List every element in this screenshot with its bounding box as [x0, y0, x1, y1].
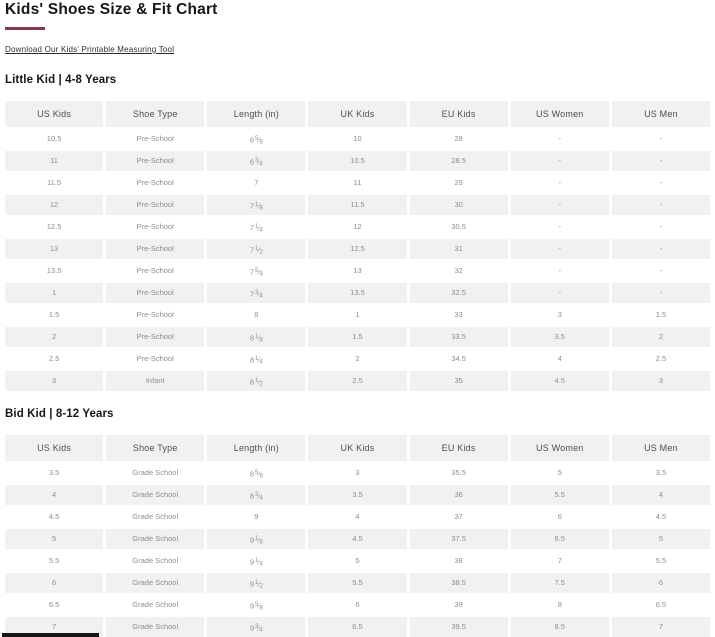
table-cell: Pre-School: [106, 195, 204, 215]
table-cell: 11.5: [5, 173, 103, 193]
table-cell: 3.5: [612, 463, 710, 483]
table-cell: 11.5: [308, 195, 406, 215]
table-cell: 4.5: [612, 507, 710, 527]
table-cell: -: [612, 151, 710, 171]
table-cell: Pre-School: [106, 173, 204, 193]
table-cell: -: [511, 283, 609, 303]
table-cell: 12: [308, 217, 406, 237]
table-cell: 9$^1$⁄8: [207, 529, 305, 549]
table-cell: 34.5: [410, 349, 508, 369]
table-cell: 8: [511, 595, 609, 615]
table-cell: Pre-School: [106, 217, 204, 237]
table-cell: 30.5: [410, 217, 508, 237]
table-cell: 7$^3$⁄4: [207, 283, 305, 303]
table-cell: 12.5: [308, 239, 406, 259]
table-cell: Grade School: [106, 617, 204, 637]
table-cell: 5.5: [5, 551, 103, 571]
table-cell: 33: [410, 305, 508, 325]
table-cell: -: [511, 173, 609, 193]
table-cell: 7: [207, 173, 305, 193]
table-cell: 4: [308, 507, 406, 527]
table-cell: 33.5: [410, 327, 508, 347]
table-cell: Pre-School: [106, 283, 204, 303]
table-cell: 6$^5$⁄8: [207, 129, 305, 149]
section-heading-little-kid: Little Kid | 4-8 Years: [5, 74, 117, 86]
table-cell: 1.5: [612, 305, 710, 325]
table-cell: -: [511, 239, 609, 259]
table-cell: 32: [410, 261, 508, 281]
table-cell: 3.5: [5, 463, 103, 483]
column-header: US Men: [612, 435, 710, 461]
table-cell: 9$^1$⁄2: [207, 573, 305, 593]
table-cell: -: [511, 195, 609, 215]
table-cell: 6.5: [511, 529, 609, 549]
column-header: EU Kids: [410, 101, 508, 127]
table-cell: 7.5: [511, 573, 609, 593]
table-cell: Grade School: [106, 573, 204, 593]
table-cell: 5: [511, 463, 609, 483]
table-cell: 8$^1$⁄4: [207, 349, 305, 369]
measuring-tool-link[interactable]: Download Our Kids' Printable Measuring Tool: [5, 45, 175, 54]
table-cell: -: [511, 129, 609, 149]
table-cell: 3: [612, 371, 710, 391]
table-cell: 13: [308, 261, 406, 281]
table-cell: 5: [308, 551, 406, 571]
table-cell: 2: [308, 349, 406, 369]
column-header: US Women: [511, 435, 609, 461]
table-cell: 31: [410, 239, 508, 259]
table-cell: 38: [410, 551, 508, 571]
table-cell: 7: [612, 617, 710, 637]
table-cell: Grade School: [106, 529, 204, 549]
table-cell: 3.5: [511, 327, 609, 347]
page-title: Kids' Shoes Size & Fit Chart: [5, 1, 218, 18]
table-cell: 4: [511, 349, 609, 369]
table-cell: 4: [5, 485, 103, 505]
table-cell: Pre-School: [106, 129, 204, 149]
table-cell: 6: [511, 507, 609, 527]
column-header: UK Kids: [308, 435, 406, 461]
table-cell: Pre-School: [106, 305, 204, 325]
table-cell: 7$^5$⁄8: [207, 261, 305, 281]
table-cell: 39.5: [410, 617, 508, 637]
column-header: Length (in): [207, 435, 305, 461]
table-cell: Pre-School: [106, 349, 204, 369]
table-cell: 6.5: [612, 595, 710, 615]
table-cell: Pre-School: [106, 239, 204, 259]
table-cell: 6: [308, 595, 406, 615]
table-cell: 13.5: [5, 261, 103, 281]
table-cell: 29: [410, 173, 508, 193]
table-cell: 10: [308, 129, 406, 149]
table-cell: 1.5: [308, 327, 406, 347]
table-cell: 30: [410, 195, 508, 215]
table-cell: 3.5: [308, 485, 406, 505]
table-cell: Pre-School: [106, 327, 204, 347]
table-cell: 7: [5, 617, 103, 637]
table-cell: 4: [612, 485, 710, 505]
table-cell: 35.5: [410, 463, 508, 483]
table-cell: -: [612, 173, 710, 193]
table-cell: Grade School: [106, 595, 204, 615]
table-cell: 37.5: [410, 529, 508, 549]
table-cell: 8.5: [511, 617, 609, 637]
table-cell: 2.5: [5, 349, 103, 369]
table-cell: -: [511, 261, 609, 281]
table-cell: 39: [410, 595, 508, 615]
table-cell: 3: [308, 463, 406, 483]
table-cell: Pre-School: [106, 151, 204, 171]
table-cell: 6: [612, 573, 710, 593]
table-cell: 8$^3$⁄4: [207, 485, 305, 505]
table-cell: Pre-School: [106, 261, 204, 281]
table-cell: 32.5: [410, 283, 508, 303]
table-cell: 2.5: [308, 371, 406, 391]
table-cell: 5.5: [511, 485, 609, 505]
table-cell: 4.5: [511, 371, 609, 391]
table-cell: 12.5: [5, 217, 103, 237]
table-cell: 9: [207, 507, 305, 527]
table-cell: 28.5: [410, 151, 508, 171]
table-cell: 6.5: [5, 595, 103, 615]
table-cell: 5.5: [612, 551, 710, 571]
table-cell: 1: [5, 283, 103, 303]
table-cell: -: [612, 239, 710, 259]
table-cell: 10.5: [5, 129, 103, 149]
little-kid-size-table: [5, 101, 710, 391]
table-cell: 3: [5, 371, 103, 391]
title-accent-divider: [5, 27, 45, 30]
column-header: EU Kids: [410, 435, 508, 461]
table-cell: 5.5: [308, 573, 406, 593]
table-cell: -: [511, 217, 609, 237]
table-cell: 3: [511, 305, 609, 325]
table-cell: -: [612, 129, 710, 149]
table-cell: 8$^5$⁄8: [207, 463, 305, 483]
table-cell: 8$^1$⁄8: [207, 327, 305, 347]
column-header: Shoe Type: [106, 101, 204, 127]
table-cell: 5: [612, 529, 710, 549]
table-cell: 7$^1$⁄2: [207, 239, 305, 259]
table-cell: 6$^3$⁄4: [207, 151, 305, 171]
section-heading-big-kid: Bid Kid | 8-12 Years: [5, 408, 114, 420]
table-cell: 9$^3$⁄4: [207, 617, 305, 637]
column-header: US Kids: [5, 435, 103, 461]
table-cell: 12: [5, 195, 103, 215]
table-cell: Grade School: [106, 463, 204, 483]
table-cell: 36: [410, 485, 508, 505]
table-cell: Grade School: [106, 551, 204, 571]
table-cell: 13: [5, 239, 103, 259]
table-cell: 13.5: [308, 283, 406, 303]
table-cell: 2.5: [612, 349, 710, 369]
table-cell: 6.5: [308, 617, 406, 637]
table-cell: 1: [308, 305, 406, 325]
table-cell: 7$^1$⁄4: [207, 217, 305, 237]
column-header: Shoe Type: [106, 435, 204, 461]
table-cell: Infant: [106, 371, 204, 391]
table-cell: -: [612, 195, 710, 215]
table-cell: 7: [511, 551, 609, 571]
table-cell: -: [612, 283, 710, 303]
scrollbar-thumb[interactable]: [2, 633, 99, 637]
table-cell: Grade School: [106, 507, 204, 527]
column-header: US Men: [612, 101, 710, 127]
table-cell: 4.5: [308, 529, 406, 549]
table-cell: 10.5: [308, 151, 406, 171]
table-cell: -: [612, 261, 710, 281]
table-cell: 28: [410, 129, 508, 149]
column-header: US Kids: [5, 101, 103, 127]
column-header: UK Kids: [308, 101, 406, 127]
table-cell: -: [511, 151, 609, 171]
table-cell: 9$^5$⁄8: [207, 595, 305, 615]
table-cell: 38.5: [410, 573, 508, 593]
table-cell: 9$^1$⁄4: [207, 551, 305, 571]
column-header: US Women: [511, 101, 609, 127]
table-cell: 7$^1$⁄8: [207, 195, 305, 215]
table-cell: -: [612, 217, 710, 237]
table-cell: 2: [612, 327, 710, 347]
table-cell: 8$^1$⁄2: [207, 371, 305, 391]
table-cell: 5: [5, 529, 103, 549]
big-kid-size-table: [5, 435, 710, 637]
table-cell: 11: [308, 173, 406, 193]
table-cell: Grade School: [106, 485, 204, 505]
table-cell: 11: [5, 151, 103, 171]
table-cell: 1.5: [5, 305, 103, 325]
table-cell: 6: [5, 573, 103, 593]
column-header: Length (in): [207, 101, 305, 127]
table-cell: 35: [410, 371, 508, 391]
table-cell: 8: [207, 305, 305, 325]
table-cell: 37: [410, 507, 508, 527]
table-cell: 4.5: [5, 507, 103, 527]
table-cell: 2: [5, 327, 103, 347]
